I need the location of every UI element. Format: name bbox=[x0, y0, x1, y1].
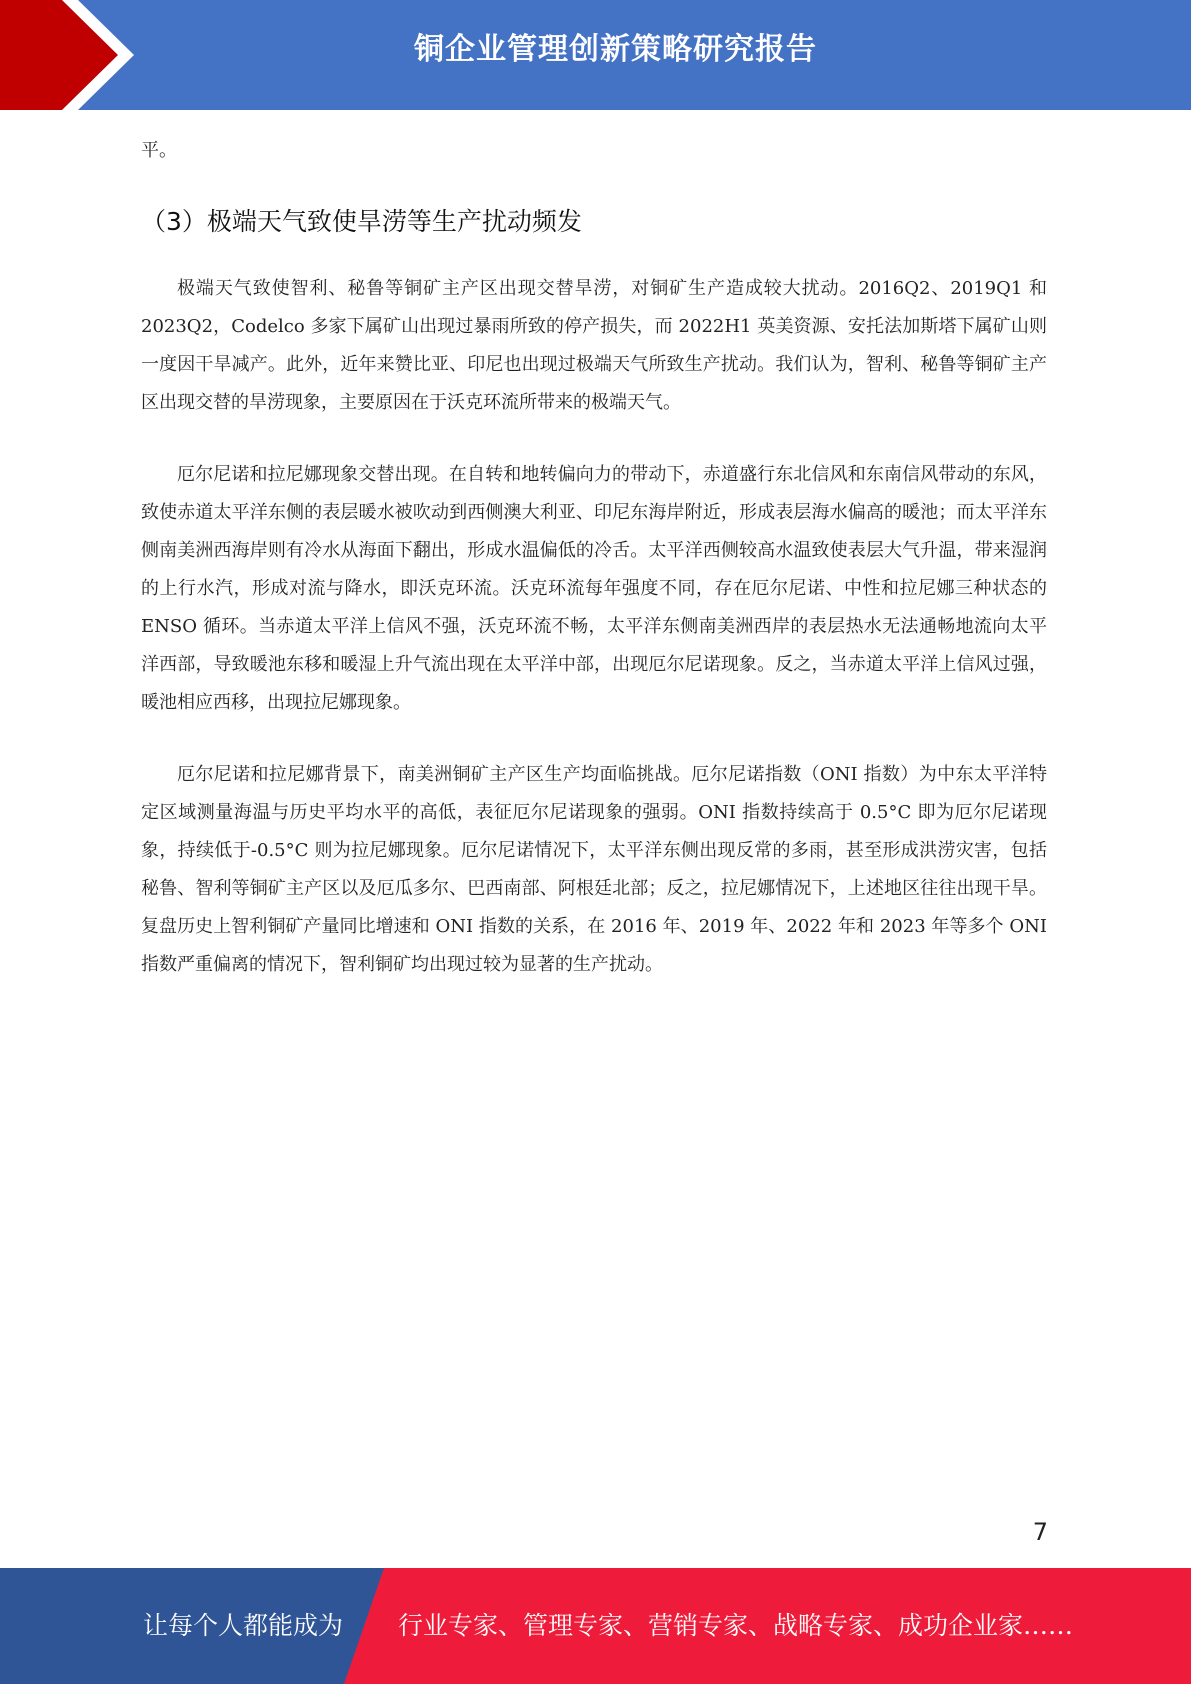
footer-slogan-left: 让每个人都能成为 bbox=[143, 1611, 344, 1640]
paragraph-extreme-weather: 极端天气致使智利、秘鲁等铜矿主产区出现交替旱涝，对铜矿生产造成较大扰动。2016Q2、2019Q1 和 2023Q2，Codelco 多家下属矿山出现过暴雨所致的停产损失，而 2022H1 英美资源、安托法加斯塔下属矿山则一度因干旱减产。此外，近年来赞比亚、印尼也出现过极端天气所致生产扰动。我们认为，智利、秘鲁等铜矿主产区出现交替的旱涝现象，主要原因在于沃克环流所带来的极端天气。 bbox=[141, 278, 1047, 413]
header-banner bbox=[0, 0, 1191, 110]
section-heading: （3）极端天气致使旱涝等生产扰动频发 bbox=[141, 207, 582, 236]
footer-banner bbox=[0, 1568, 1191, 1684]
report-title: 铜企业管理创新策略研究报告 bbox=[414, 32, 817, 67]
lead-fragment: 平。 bbox=[141, 140, 177, 161]
paragraph-enso-cycle: 厄尔尼诺和拉尼娜现象交替出现。在自转和地转偏向力的带动下，赤道盛行东北信风和东南信风带动的东风，致使赤道太平洋东侧的表层暖水被吹动到西侧澳大利亚、印尼东海岸附近，形成表层海水偏高的暖池；而太平洋东侧南美洲西海岸则有冷水从海面下翻出，形成水温偏低的冷舌。太平洋西侧较高水温致使表层大气升温，带来湿润的上行水汽，形成对流与降水，即沃克环流。沃克环流每年强度不同，存在厄尔尼诺、中性和拉尼娜三种状态的 ENSO 循环。当赤道太平洋上信风不强，沃克环流不畅，太平洋东侧南美洲西岸的表层热水无法通畅地流向太平洋西部，导致暖池东移和暖湿上升气流出现在太平洋中部，出现厄尔尼诺现象。反之，当赤道太平洋上信风过强，暖池相应西移，出现拉尼娜现象。 bbox=[141, 464, 1047, 713]
document-body bbox=[141, 132, 1047, 1018]
page-number: 7 bbox=[1032, 1518, 1048, 1546]
paragraph-oni-index: 厄尔尼诺和拉尼娜背景下，南美洲铜矿主产区生产均面临挑战。厄尔尼诺指数（ONI 指数）为中东太平洋特定区域测量海温与历史平均水平的高低，表征厄尔尼诺现象的强弱。ONI 指数持续高于 0.5°C 即为厄尔尼诺现象，持续低于-0.5°C 则为拉尼娜现象。厄尔尼诺情况下，太平洋东侧出现反常的多雨，甚至形成洪涝灾害，包括秘鲁、智利等铜矿主产区以及厄瓜多尔、巴西南部、阿根廷北部；反之，拉尼娜情况下，上述地区往往出现干旱。复盘历史上智利铜矿产量同比增速和 ONI 指数的关系，在 2016 年、2019 年、2022 年和 2023 年等多个 ONI 指数严重偏离的情况下，智利铜矿均出现过较为显著的生产扰动。 bbox=[141, 764, 1047, 975]
footer-slogan-right: 行业专家、管理专家、营销专家、战略专家、成功企业家…… bbox=[398, 1611, 1074, 1640]
